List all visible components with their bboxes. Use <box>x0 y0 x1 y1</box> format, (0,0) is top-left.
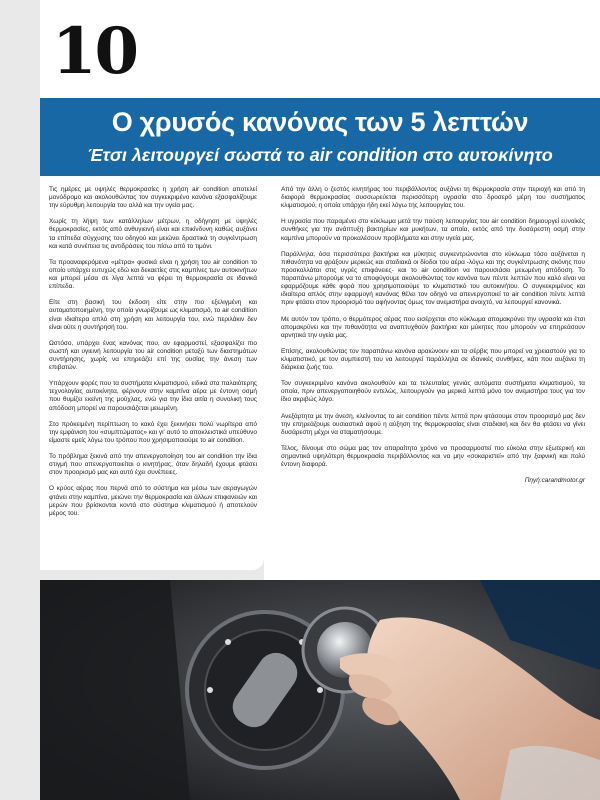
paragraph: Η υγρασία που παραμένει στο κύκλωμα μετά την παύση λειτουργίας του air condition δημιουργεί ευνοϊκές συνθήκες για την ανάπτυξη βακτηρίων και μυκήτων, τα οποία, εκτός από την δυσάρεστη οσμή στην καμπίνα μπορούν να προκαλέσουν προβλήματα και στην υγεία μας. <box>281 218 585 242</box>
article-left-column <box>49 186 257 526</box>
paragraph: Ο κρύος αέρας που περνά από το σύστημα και μέσω των αεραγωγών φτάνει στην καμπίνα, μειώνει την θερμοκρασία και άλλων επιφανειών και μερών που βρίσκονται κοντά στο σύστημα κλιματισμού ή αποτελούν μέρος του. <box>49 485 257 517</box>
paragraph: Είτε στη βασική του έκδοση είτε στην πιο εξελιγμένη και αυτοματοποιημένη, την οποία γνωρίζουμε ως κλιματισμό, το air condition είναι ιδιαίτερα απλό στη χρήση και λειτουργία του, ενώ περιλάκιν δεν είναι ούτε η συντήρησή του. <box>49 299 257 331</box>
paragraph: Ανεξάρτητα με την άνεση, κλείνοντας το air condition πέντε λεπτά πριν φτάσουμε στον προορισμό μας δεν την επηρεάζουμε ουσιαστικά αφού η αύξηση της θερμοκρασίας είναι σταδιακή και δεν θα φτάσει να γίνει δυσάρεστη μέχρι να σταματήσουμε. <box>281 412 585 436</box>
paragraph: Τον συγκεκριμένο κανόνα ακολουθούν και τα τελευταίας γενιάς αυτόματα συστήματα κλιματισμού, τα οποία, πριν απενεργοποιηθούν εντελώς, λειτουργούν για μερικά λεπτά μόνο τον ανεμιστήρα τους για τον ίδιο ακριβώς λόγο. <box>281 380 585 404</box>
paragraph: Το πρόβλημα ξεκινά από την απενεργοποίηση του air condition την ίδια στιγμή που απενεργοποιείται ο κινητήρας, όταν δηλαδή έχουμε φτάσει στον προορισμό μας και αυτό έχει συνέπειες. <box>49 453 257 477</box>
paragraph: Επίσης, ακολουθώντας τον παραπάνω κανόνα αραιώνουν και τα σέρβις που μπορεί να χρειαστούν για το κλιματιστικό, με τον συμπιεστή του να λειτουργεί παράλληλα σε ιδανικές συνθήκες, κάτι που αυξάνει τη διάρκεια ζωής του. <box>281 347 585 372</box>
article-subtitle: Έτσι λειτουργεί σωστά το air condition στο αυτοκίνητο <box>87 145 553 165</box>
paragraph: Στο πρόκειμένη περίπτωση το κακό έχει ξεκινήσει πολύ νωρίτερα από την εμφάνιση του «συμπτώματος» και γι' αυτό το αποκλειστικά υπεύθυνο είμαστε εμείς λόγω του τρόπου που χρησιμοποιούμε το air condition. <box>49 420 257 444</box>
paragraph: Ωστόσο, υπάρχει ένας κανόνας που, αν εφαρμοστεί, εξασφαλίζει πιο σωστή και υγιεινή λειτουργία του air condition μεταξύ των διαστημάτων συντήρησης, χωρίς να επηρεάζει επί της ουσίας την άνεση των επιβατών. <box>49 339 257 372</box>
paragraph: Υπάρχουν φορές που τα συστήματα κλιματισμού, ειδικά στα παλαιότερης τεχνολογίας αυτοκίνητα, φέρνουν στην καμπίνα αέρα με έντονη οσμή που θυμίζει εκείνη της μούχλας, ενώ για την ίδια αιτία η συνολική τους απόδοση μπορεί να παρουσιάζεται μειωμένη. <box>49 380 257 412</box>
paragraph: Με αυτόν τον τρόπο, ο θερμότερος αέρας που εισέρχεται στο κύκλωμα απομακρύνει την υγρασία και έτσι απομακρύνει και την πιθανότητα να αναπτυχθούν βακτήρια και μύκητες που μπορούν να επηρεάσουν αρνητικά την υγεία μας. <box>281 315 585 339</box>
title-band <box>40 98 600 176</box>
paragraph: Χωρίς τη λήψη των κατάλληλων μέτρων, η οδήγηση με υψηλές θερμοκρασίες, εκτός από ανθυγιεινή είναι και επικίνδυνη καθώς αυξάνει τα επίπεδα σύγχυσης του οδηγού και μειώνει δραστικά τη συγκέντρωση και κατά συνέπεια τις αντιδράσεις του πίσω από το τιμόνι. <box>49 218 257 250</box>
source-credit: Πηγή:carandmotor.gr <box>524 477 585 485</box>
paragraph: Από την άλλη ο ζεστός κινητήρας του περιβάλλοντος αυξάνει τη θερμοκρασία στην περιοχή και από τη διαφορά θερμοκρασίας συσσωρεύεται περισσότερη υγρασία στο δροσερό μέρη του συστήματος κλιματισμού, η οποία υπάρχει ήδη εκεί λόγω της λειτουργίας του. <box>281 186 585 210</box>
article-title: Ο χρυσός κανόνας των 5 λεπτών <box>111 107 529 137</box>
paragraph: Τις ημέρες με υψηλές θερμοκρασίες η χρήση air condition αποτελεί μονόδρομο και ακολουθώντας τον συγκεκριμένο κανόνα εξασφαλίζουμε την εύρυθμη λειτουργία του αλλά και την υγεία μας. <box>49 186 257 210</box>
page-number: 10 <box>52 14 138 89</box>
paragraph: Παράλληλα, όσα περισσότερα βακτήρια και μύκητες συγκεντρώνονται στο κύκλωμα τόσο αυξάνεται η πιθανότητα να φράξουν μερικώς και σταδιακά οι δίοδοι του αέρα -λόγω και της συγκέντρωσης σκόνης που προσκολλάται στις υγρές επιφάνειες- και το air condition να παρουσιάσει μειωμένη απόδοση. Το παραπάνω μπορούμε να το αποφύγουμε ακολουθώντας τον κανόνα των πέντε λεπτών που καλό είναι να εφαρμόζουμε κάθε φορά που χρησιμοποιούμε το κλιματιστικό του αυτοκινήτου. Ο συγκεκριμένος και ιδιαίτερα απλός στην εφαρμογή κανόνας θέλει τον οδηγό να απενεργοποιεί το air condition πέντε λεπτά πριν φτάσει στον προορισμό του αφήνοντας όμως τον ανεμιστήρα ανοιχτό, να λειτουργεί κανονικά. <box>281 250 585 307</box>
paragraph: Τέλος, δίνουμε στο σώμα μας τον απαραίτητο χρόνο να προσαρμοστεί πιο εύκολα στην εξωτερική και σημαντικά υψηλότερη θερμοκρασία περιβάλλοντος και να μην «σοκαριστεί» από την ξαφνική και πολύ έντονη διαφορά. <box>281 445 585 469</box>
car-ac-photo <box>40 580 600 800</box>
article-right-column <box>281 186 585 494</box>
photo-illustration <box>40 580 600 800</box>
paragraph: Τα προαναφερόμενα «μέτρα» φυσικά είναι η χρήση του air condition το οποίο υπάρχει ευτυχώς εδώ και δεκαετίες στις καμπίνες των αυτοκινήτων και μπορεί μέσα σε λίγα λεπτά να φέρει τη θερμοκρασία σε ιδανικά επίπεδα. <box>49 258 257 291</box>
